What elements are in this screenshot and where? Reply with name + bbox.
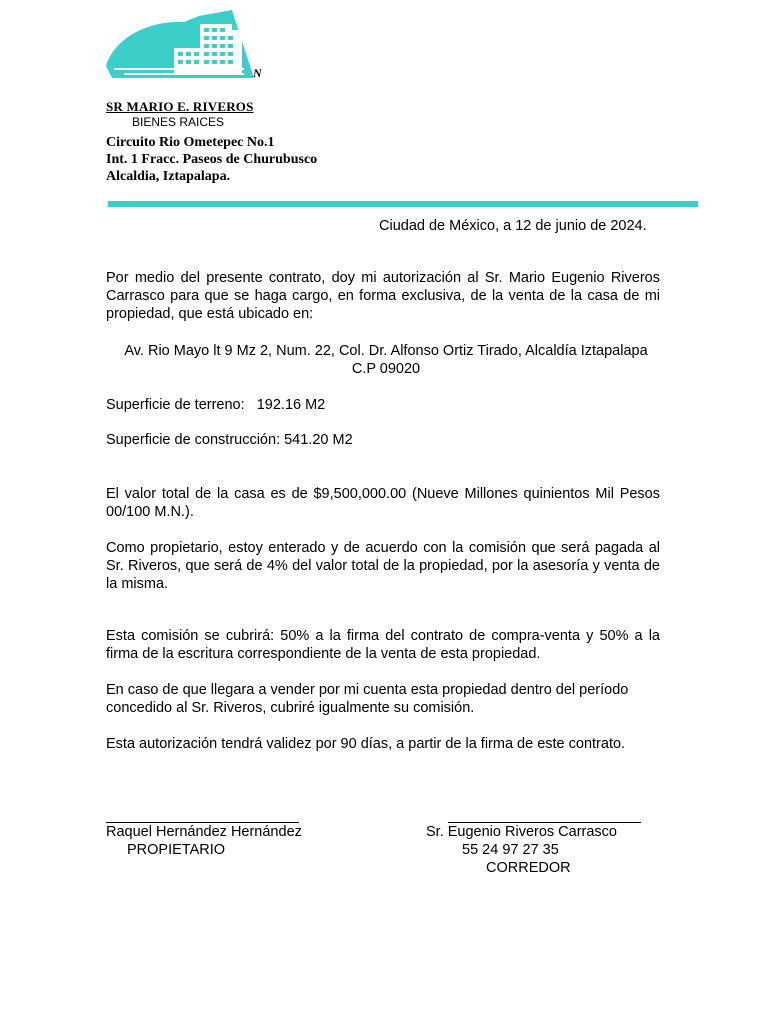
- letterhead-business: BIENES RAICES: [132, 115, 225, 129]
- letterhead-name: SR MARIO E. RIVEROS: [106, 99, 254, 114]
- built-area: Superficie de construcción: 541.20 M2: [106, 432, 353, 448]
- property-address: [106, 342, 666, 378]
- broker-name: Sr. Eugenio Riveros Carrasco: [426, 824, 617, 840]
- broker-role: CORREDOR: [486, 860, 571, 876]
- intro-paragraph: Por medio del presente contrato, doy mi autorización al Sr. Mario Eugenio Riveros Carrasco para que se haga cargo, en forma exclusiva, de la venta de la casa de mi propiedad, que está ubicado en:: [106, 270, 660, 322]
- letterhead-address-2: Int. 1 Fracc. Paseos de Churubusco: [106, 152, 318, 167]
- land-area: Superficie de terreno: 192.16 M2: [106, 397, 326, 413]
- company-logo: [104, 8, 264, 82]
- validity-paragraph: Esta autorización tendrá validez por 90 días, a partir de la firma de este contrato.: [106, 736, 626, 752]
- header-divider: [108, 201, 698, 207]
- property-address-line: Av. Rio Mayo lt 9 Mz 2, Num. 22, Col. Dr. Alfonso Ortiz Tirado, Alcaldía Iztapalapa: [124, 343, 648, 359]
- place-date: Ciudad de México, a 12 de junio de 2024.: [379, 218, 647, 234]
- value-paragraph: El valor total de la casa es de $9,500,000.00 (Nueve Millones quinientos Mil Pesos 00/100 M.N.).: [106, 486, 660, 520]
- broker-phone: 55 24 97 27 35: [462, 842, 559, 858]
- letterhead-address-1: Circuito Rio Ometepec No.1: [106, 135, 275, 150]
- letterhead-address-3: Alcaldia, Iztapalapa.: [106, 169, 231, 184]
- logo-letter: N: [253, 66, 262, 80]
- commission-paragraph: Como propietario, estoy enterado y de acuerdo con la comisión que será pagada al Sr. Riveros, que será de 4% del valor total de la propiedad, por la asesoría y venta de la misma.: [106, 540, 660, 592]
- payment-paragraph: Esta comisión se cubrirá: 50% a la firma del contrato de compra-venta y 50% a la firma de la escritura correspondiente de la venta de esta propiedad.: [106, 628, 660, 662]
- building-logo-icon: [104, 8, 264, 82]
- own-sale-paragraph: En caso de que llegara a vender por mi cuenta esta propiedad dentro del período concedido al Sr. Riveros, cubriré igualmente su comisión.: [106, 682, 629, 716]
- postal-code: C.P 09020: [351, 361, 421, 377]
- owner-name: Raquel Hernández Hernández: [106, 824, 302, 840]
- owner-role: PROPIETARIO: [127, 842, 226, 858]
